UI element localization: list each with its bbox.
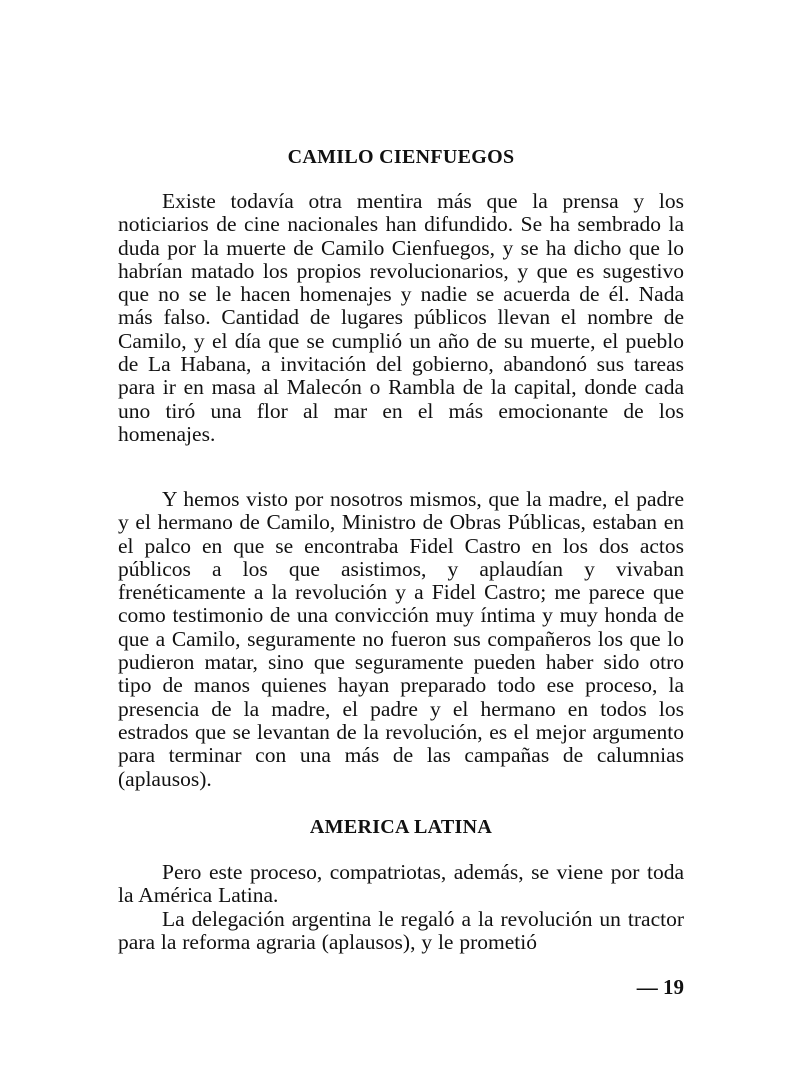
paragraph: Y hemos visto por nosotros mismos, que la madre, el padre y el hermano de Camilo, Ministro de Obras Públicas, estaban en el palco en que se encontraba Fidel Castro en los dos actos públicos a los que asistimos, y aplaudían y vivaban frenéticamente a la revolución y a Fidel Castro; me parece que como testimonio de una convicción muy íntima y muy honda de que a Camilo, seguramente no fueron sus compañeros los que lo pudieron matar, sino que seguramente pueden haber sido otro tipo de manos quienes hayan preparado todo ese proceso, la presencia de la madre, el padre y el hermano en todos los estrados que se levantan de la revolución, es el mejor argumento para terminar con una más de las campañas de calumnias (aplausos). — [118, 487, 684, 791]
paragraph: Existe todavía otra mentira más que la prensa y los noticiarios de cine nacionales han difundido. Se ha sembrado la duda por la muerte de Camilo Cienfuegos, y se ha dicho que lo habrían matado los propios revolucionarios, y que es sugestivo que no se le hacen homenajes y nadie se acuerda de él. Nada más falso. Cantidad de lugares públicos llevan el nombre de Camilo, y el día que se cumplió un año de su muerte, el pueblo de La Habana, a invitación del gobierno, abandonó sus tareas para ir en masa al Malecón o Rambla de la capital, donde cada uno tiró una flor al mar en el más emocionante de los homenajes. — [118, 189, 684, 446]
paragraph: Pero este proceso, compatriotas, además, se viene por toda la América Latina. — [118, 860, 684, 908]
page-number: — 19 — [636, 975, 684, 999]
section-heading-america-latina: AMERICA LATINA — [309, 816, 493, 838]
section-heading-camilo-cienfuegos: CAMILO CIENFUEGOS — [287, 146, 515, 168]
paragraph: La delegación argentina le regaló a la revolución un tractor para la reforma agraria (aplausos), y le prometió — [118, 907, 684, 955]
